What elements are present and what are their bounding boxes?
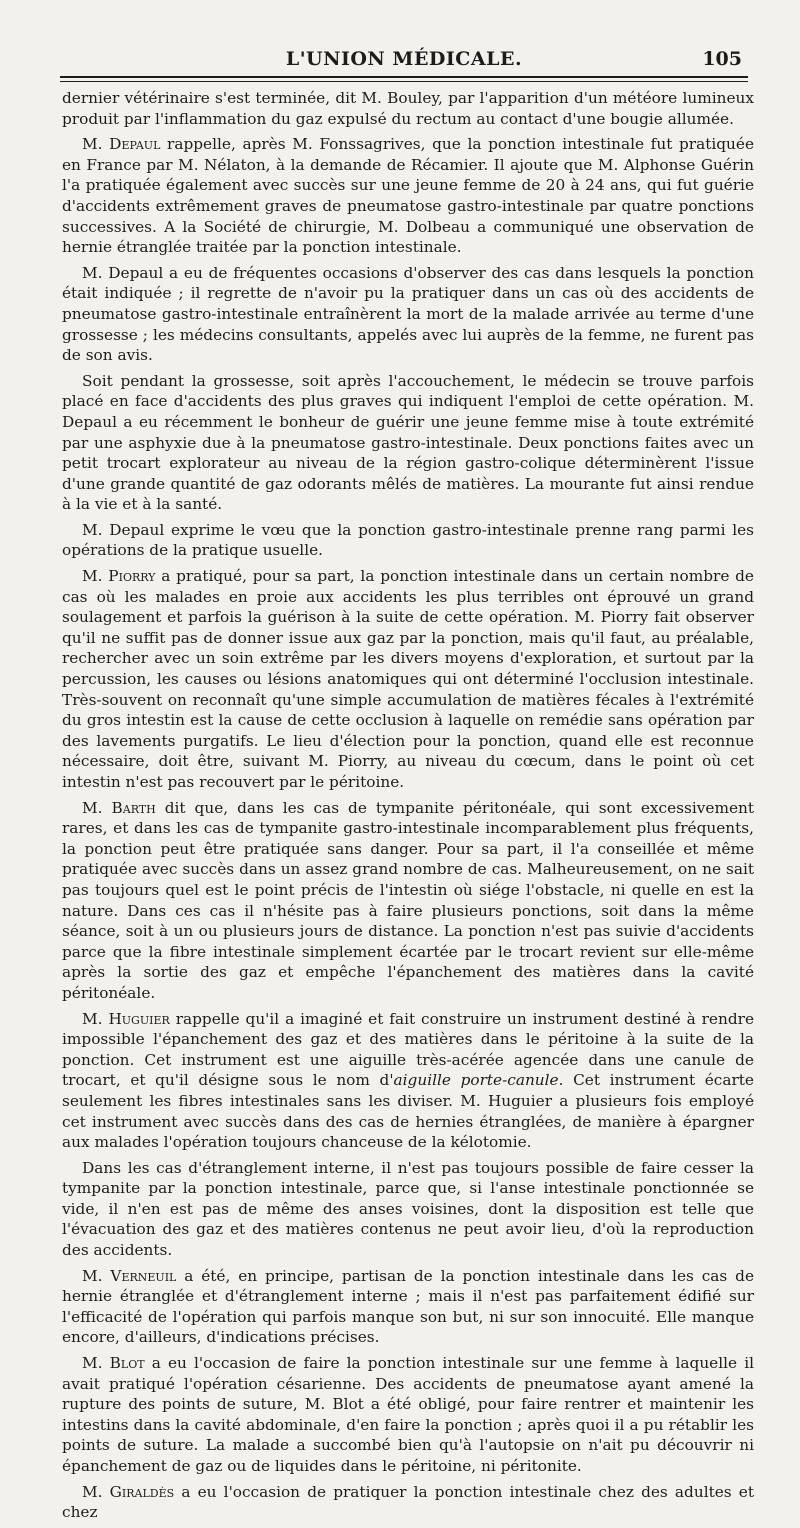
- running-title: L'UNION MÉDICALE.: [285, 48, 523, 70]
- speaker-name: M. Verneuil: [82, 1266, 177, 1285]
- speaker-name: M. Huguier: [82, 1009, 170, 1028]
- paragraph: M. Depaul rappelle, après M. Fonssagrives, que la ponction intestinale fut pratiquée en France par M. Nélaton, à la demande de Récamier. Il ajoute que M. Alphonse Guérin l'a pratiquée également avec succès sur une jeune femme de 20 à 24 ans, qui fut guérie d'accidents extrêmement graves de pneumatose gastro-intestinale par quatre ponctions successives. A la Société de chirurgie, M. Dolbeau a communiqué une observation de hernie étranglée traitée par la ponction intestinale.: [62, 135, 755, 257]
- paragraph: Soit pendant la grossesse, soit après l'accouchement, le médecin se trouve parfois placé en face d'accidents des plus graves qui indiquent l'emploi de cette opération. M. Depaul a eu récemment le bonheur de guérir une jeune femme mise à toute extrémité par une asphyxie due à la pneumatose gastro-intestinale. Deux ponctions faites avec un petit trocart explorateur au niveau de la région gastro-colique déterminèrent l'issue d'une grande quantité de gaz odorants mêlés de matières. La mourante fut ainsi rendue à la vie et à la santé.: [62, 371, 754, 514]
- page-header: [60, 44, 748, 74]
- speaker-name: M. Blot: [82, 1354, 145, 1373]
- italic-term: aiguille porte-canule.: [393, 1071, 564, 1090]
- speaker-name: M. Depaul: [82, 135, 161, 154]
- paragraph: M. Blot a eu l'occasion de faire la ponction intestinale sur une femme à laquelle il avait pratiqué l'opération césarienne. Des accidents de pneumatose ayant amené la rupture des points de suture, M. Blot a été obligé, pour faire rentrer et maintenir les intestins dans la cavité abdominale, d'en faire la ponction ; après quoi il a pu rétablir les points de suture. La malade a succombé bien qu'à l'autopsie on n'ait pu découvrir ni épanchement de gaz ou de liquides dans le péritoine, ni péritonite.: [62, 1354, 754, 1475]
- paragraph: M. Depaul exprime le vœu que la ponction gastro-intestinale prenne rang parmi les opérations de la pratique usuelle.: [62, 520, 754, 560]
- paragraph: M. Depaul a eu de fréquentes occasions d'observer des cas dans lesquels la ponction était indiquée ; il regrette de n'avoir pu la pratiquer dans un cas où des accidents de pneumatose gastro-intestinale entraînèrent la mort de la malade arrivée au terme d'une grossesse ; les médecins consultants, appelés avec lui auprès de la femme, ne furent pas de son avis.: [62, 263, 754, 365]
- paragraph: Dans les cas d'étranglement interne, il n'est pas toujours possible de faire cesser la tympanite par la ponction intestinale, parce que, si l'anse intestinale ponctionnée se vide, il n'en est pas de même des anses voisines, dont la disposition est telle que l'évacuation des gaz et des matières contenus ne peut avoir lieu, d'où la reproduction des accidents.: [62, 1158, 754, 1260]
- paragraph: M. Huguier rappelle qu'il a imaginé et fait construire un instrument destiné à rendre impossible l'épanchement des gaz et des matières dans le péritoine à la suite de la ponction. Cet instrument est une aiguille très-acérée agencée dans une canule de trocart, et qu'il désigne sous le nom d'aiguille porte-canule. Cet instrument écarte seulement les fibres intestinales sans les diviser. M. Huguier a plusieurs fois employé cet instrument avec succès dans des cas de hernies étranglées, de manière à épargner aux malades l'opération toujours chanceuse de la kélotomie.: [62, 1009, 754, 1152]
- speaker-name: M. Barth: [82, 798, 156, 817]
- header-rule: [60, 76, 748, 78]
- speaker-name: M. Giraldès: [82, 1482, 175, 1501]
- page-number: 105: [702, 48, 742, 70]
- paragraph: M. Piorry a pratiqué, pour sa part, la ponction intestinale dans un certain nombre de cas où les malades en proie aux accidents les plus terribles ont éprouvé un grand soulagement et parfois la guérison à la suite de cette opération. M. Piorry fait observer qu'il ne suffit pas de donner issue aux gaz par la ponction, mais qu'il faut, au préalable, rechercher avec un soin extrême par les divers moyens d'exploration, et surtout par la percussion, les causes ou lésions anatomiques qui ont déterminé l'occlusion intestinale. Très-souvent on reconnaît qu'une simple accumulation de matières fécales à l'extrémité du gros intestin est la cause de cette occlusion à laquelle on remédie sans opération par des lavements purgatifs. Le lieu d'élection pour la ponction, quand elle est reconnue nécessaire, doit être, suivant M. Piorry, au niveau du cœcum, dans le point où cet intestin n'est pas recouvert par le péritoine.: [62, 567, 754, 791]
- paragraph: M. Verneuil a été, en principe, partisan de la ponction intestinale dans les cas de hernie étranglée et d'étranglement interne ; mais il n'est pas parfaitement édifié sur l'efficacité de l'opération qui parfois manque son but, ni sur son innocuité. Elle manque encore, d'ailleurs, d'indications précises.: [62, 1266, 754, 1347]
- paragraph: M. Giraldès a eu l'occasion de pratiquer la ponction intestinale chez des adultes et chez: [62, 1482, 754, 1522]
- article-body: [62, 88, 754, 1528]
- speaker-name: M. Piorry: [82, 567, 156, 586]
- paragraph: dernier vétérinaire s'est terminée, dit M. Bouley, par l'apparition d'un météore lumineux produit par l'inflammation du gaz expulsé du rectum au contact d'une bougie allumée.: [62, 89, 754, 128]
- paragraph: M. Barth dit que, dans les cas de tympanite péritonéale, qui sont excessivement rares, et dans les cas de tympanite gastro-intestinale incomparablement plus fréquents, la ponction peut être pratiquée sans danger. Pour sa part, il l'a conseillée et même pratiquée avec succès dans un assez grand nombre de cas. Malheureusement, on ne sait pas toujours quel est le point précis de l'intestin où siége l'obstacle, ni quelle en est la nature. Dans ces cas il n'hésite pas à faire plusieurs ponctions, soit dans la même séance, soit à un ou plusieurs jours de distance. La ponction n'est pas suivie d'accidents parce que la fibre intestinale simplement écartée par le trocart revient sur elle-même après la sortie des gaz et empêche l'épanchement des matières dans la cavité péritonéale.: [62, 798, 755, 1002]
- header-rule-thin: [60, 81, 748, 82]
